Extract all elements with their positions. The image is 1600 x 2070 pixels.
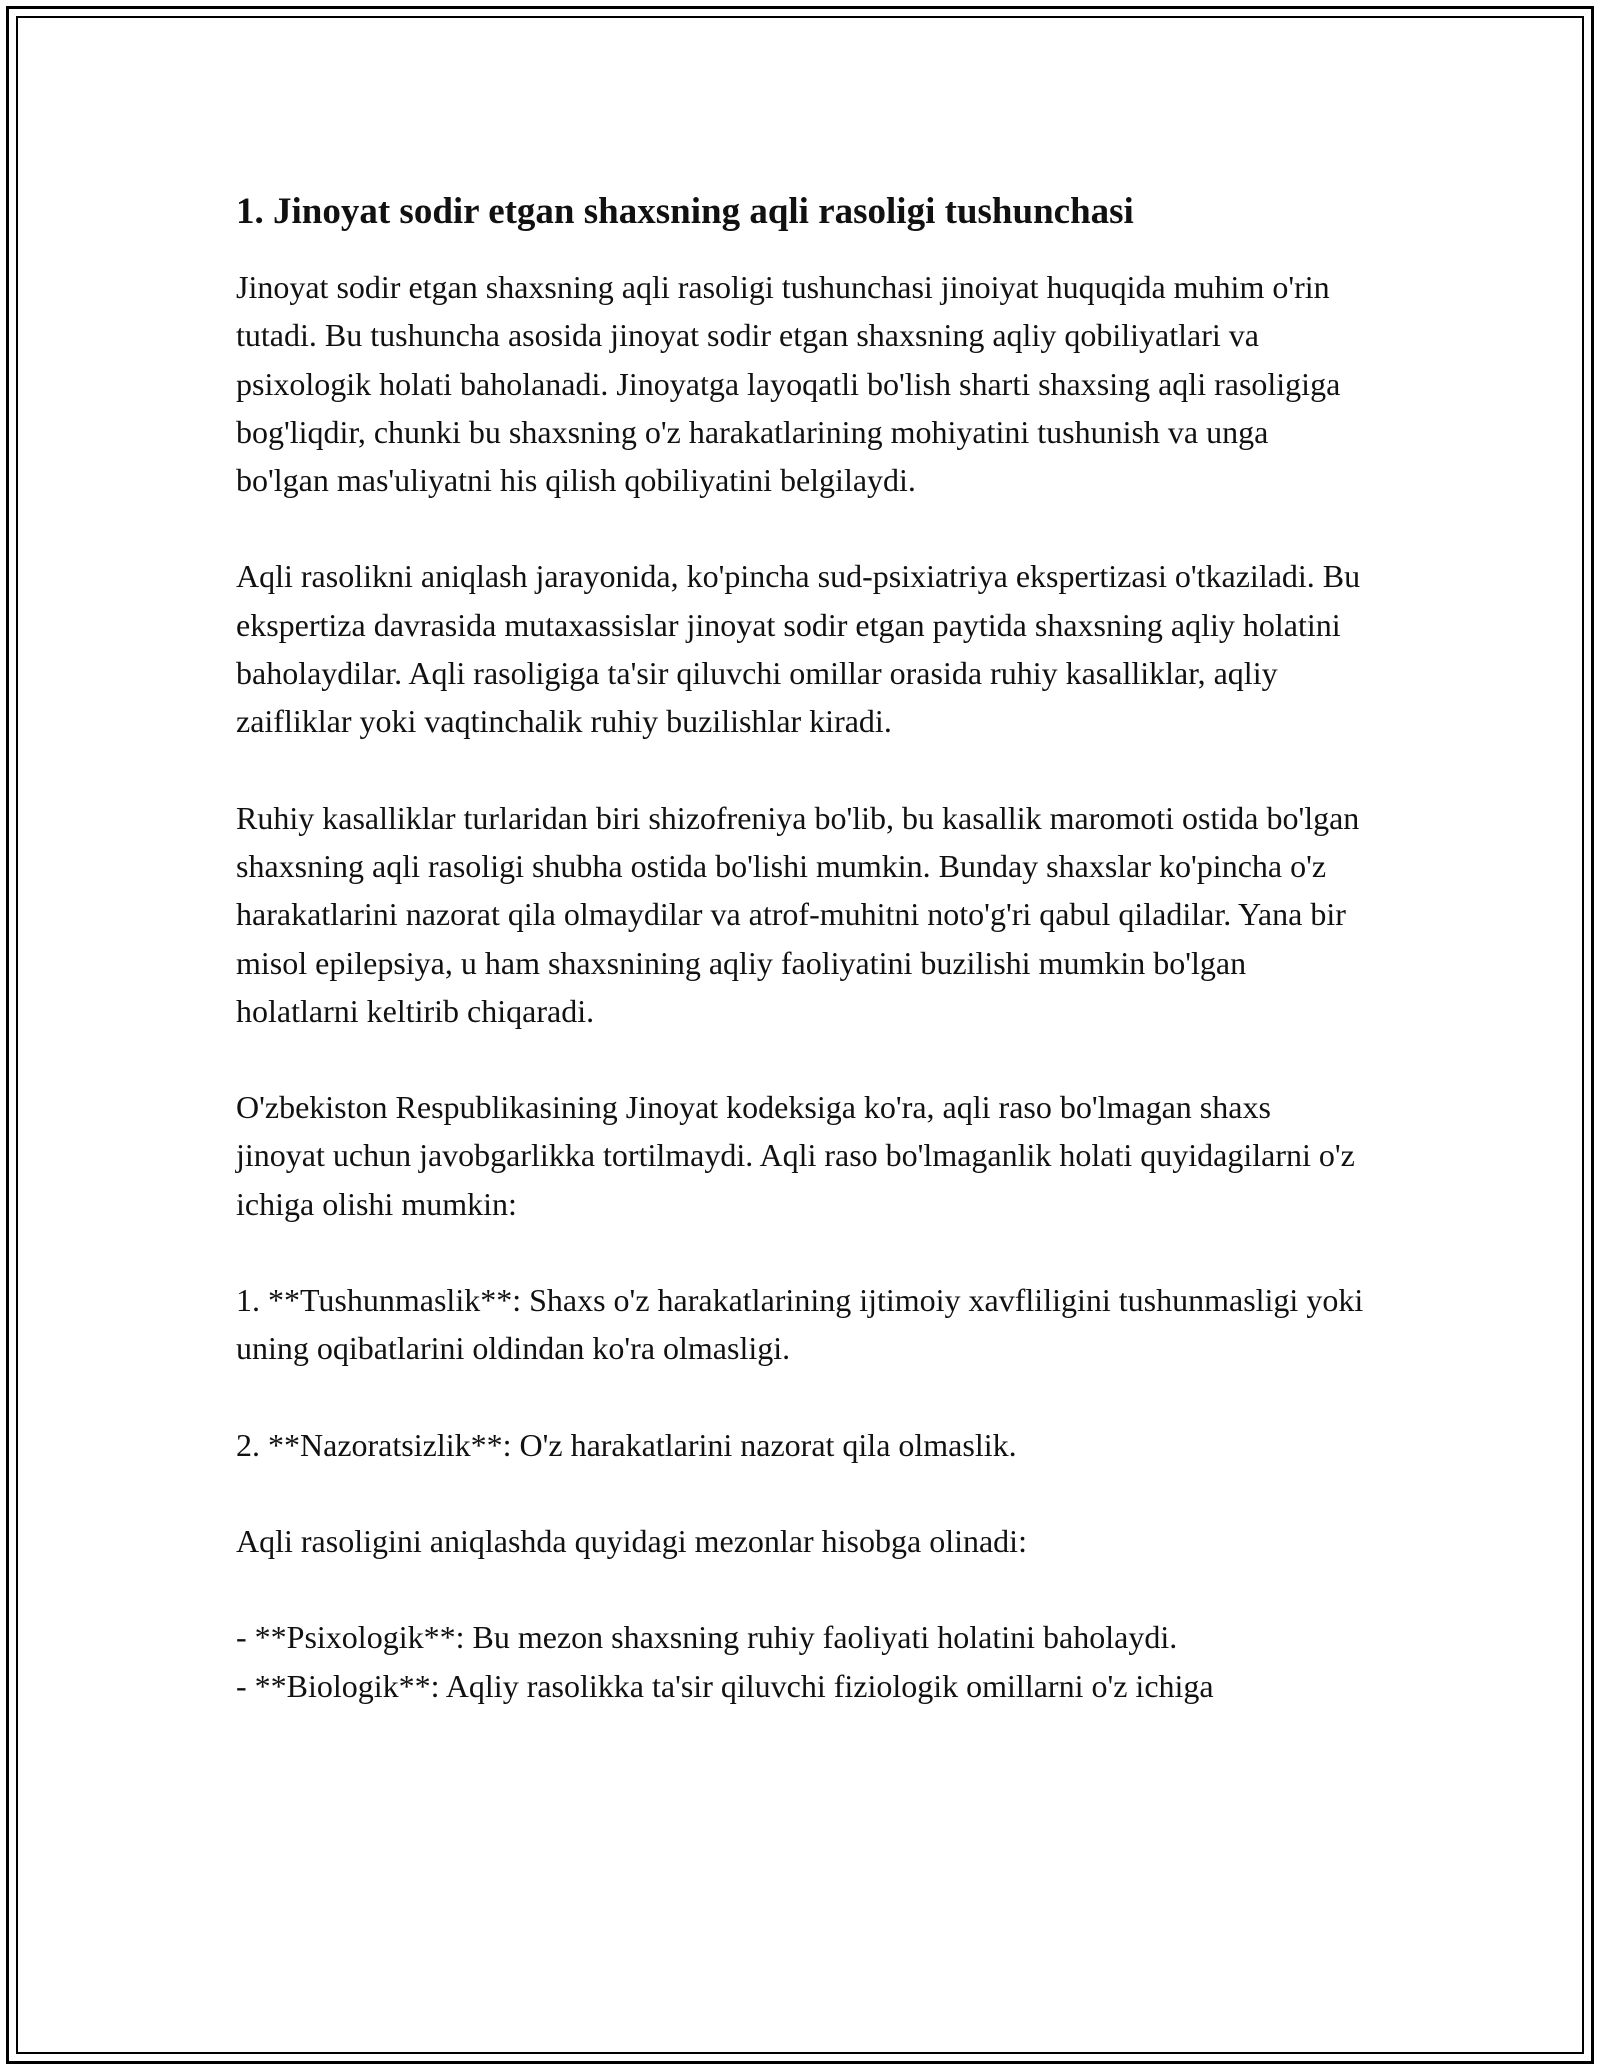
list-item-tushunmaslik: 1. **Tushunmaslik**: Shaxs o'z harakatlarining ijtimoiy xavfliligini tushunmasligi yoki uning oqibatlarini oldindan ko'ra olmasligi.: [236, 1282, 1364, 1367]
paragraph-expertise: Aqli rasolikni aniqlash jarayonida, ko'pincha sud-psixiatriya ekspertizasi o'tkaziladi. Bu ekspertiza davrasida mutaxassislar jinoyat sodir etgan paytida shaxsning aqliy holatini baholaydilar. Aqli rasoligiga ta'sir qiluvchi omillar orasida ruhiy kasalliklar, aqliy zaifliklar yoki vaqtinchalik ruhiy buzilishlar kiradi.: [236, 558, 1361, 740]
paragraph-mental-illness: Ruhiy kasalliklar turlaridan biri shizofreniya bo'lib, bu kasallik maromoti ostida bo'lgan shaxsning aqli rasoligi shubha ostida bo'lishi mumkin. Bunday shaxslar ko'pincha o'z harakatlarini nazorat qila olmaydilar va atrof-muhitni noto'g'ri qabul qiladilar. Yana bir misol epilepsiya, u ham shaxsnining aqliy faoliyatini buzilishi mumkin bo'lgan holatlarni keltirib chiqaradi.: [236, 799, 1360, 1029]
section-title: 1. Jinoyat sodir etgan shaxsning aqli rasoligi tushunchasi: [236, 191, 1134, 232]
criteria-item-psixologik: - **Psixologik**: Bu mezon shaxsning ruhiy faoliyati holatini baholaydi.: [236, 1619, 1178, 1656]
paragraph-criteria-intro: Aqli rasoligini aniqlashda quyidagi mezonlar hisobga olinadi:: [236, 1522, 1027, 1559]
criteria-item-biologik: - **Biologik**: Aqliy rasolikka ta'sir qiluvchi fiziologik omillarni o'z ichiga: [236, 1667, 1214, 1704]
paragraph-intro: Jinoyat sodir etgan shaxsning aqli rasoligi tushunchasi jinoiyat huquqida muhim o'rin tutadi. Bu tushuncha asosida jinoyat sodir etgan shaxsning aqliy qobiliyatlari va psixologik holati baholanadi. Jinoyatga layoqatli bo'lish sharti shaxsing aqli rasoligiga bog'liqdir, chunki bu shaxsning o'z harakatlarining mohiyatini tushunish va unga bo'lgan mas'uliyatni his qilish qobiliyatini belgilaydi.: [236, 269, 1341, 499]
document-body: [236, 186, 1366, 1710]
list-item-nazoratsizlik: 2. **Nazoratsizlik**: O'z harakatlarini nazorat qila olmaslik.: [236, 1426, 1017, 1463]
paragraph-criminal-code: O'zbekiston Respublikasining Jinoyat kodeksiga ko'ra, aqli raso bo'lmagan shaxs jinoyat uchun javobgarlikka tortilmaydi. Aqli raso bo'lmaganlik holati quyidagilarni o'z ichiga olishi mumkin:: [236, 1089, 1355, 1222]
